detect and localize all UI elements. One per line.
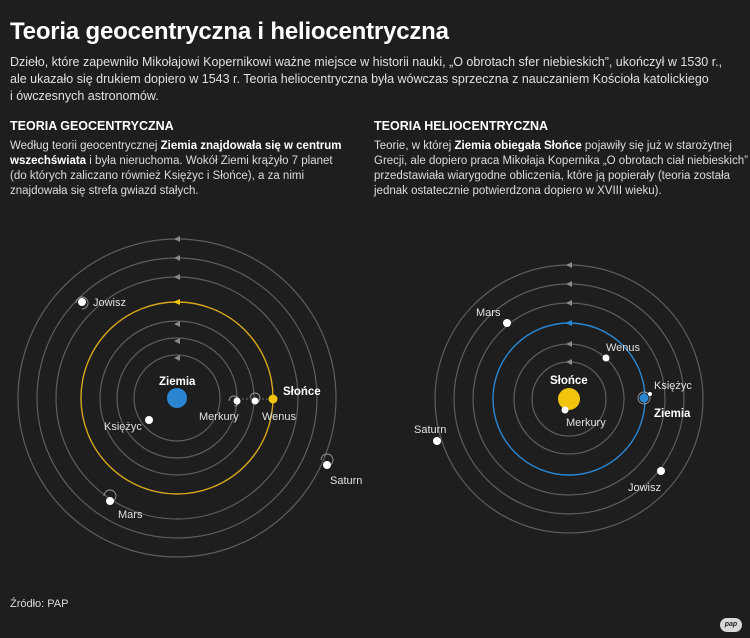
geo-label-earth: Ziemia [159,376,196,388]
geo-venus [252,398,259,405]
geo-text-bold: wszechświata [10,155,87,167]
intro-line: i ówczesnych astronomów. [10,89,159,103]
heliocentric-diagram [414,262,703,533]
helio-orbit-arrow [565,320,572,326]
geo-orbit-arrow [174,338,180,344]
helio-text-part: Teorie, w której [374,140,455,152]
helio-label-mercury: Merkury [566,417,606,429]
helio-moon [648,392,652,396]
helio-sun [558,388,580,410]
helio-venus [603,355,610,362]
geo-text-line: (do których zaliczano również Księżyc i Słońce), a za nimi [10,170,305,182]
geo-saturn [323,461,331,469]
intro-line: Dzieło, które zapewniło Mikołajowi Kopernikowi ważne miejsce w historii nauki, „O obrotach sfer niebieskich”, ukończył w 1530 r., [10,55,723,69]
helio-mars [503,319,511,327]
helio-orbit-arrow [566,262,572,268]
geocentric-diagram [18,236,362,557]
geo-text-line: znajdowała się strefa gwiazd stałych. [10,185,199,197]
geo-orbit-arrow [174,236,180,242]
geo-text-part: Według teorii geocentrycznej [10,140,161,152]
page-title: Teoria geocentryczna i heliocentryczna [10,18,449,45]
geo-moon [145,416,153,424]
helio-text-line: Grecji, ale dopiero praca Mikołaja Kopernika „O obrotach ciał niebieskich” [374,155,748,167]
helio-label-jupiter: Jowisz [628,482,662,494]
geo-label-sun: Słońce [283,386,321,398]
geo-label-mars: Mars [118,509,143,521]
helio-text-line: jednak ostatecznie potwierdzona dopiero w XVIII wieku). [374,185,662,197]
helio-label-mars: Mars [476,307,501,319]
geo-orbit-arrow [173,299,180,305]
helio-orbit-arrow [566,341,572,347]
geo-text-part: i była nieruchoma. Wokół Ziemi krążyło 7 planet [86,155,333,167]
helio-heading: TEORIA HELIOCENTRYCZNA [374,119,549,133]
geo-orbit-arrow [174,274,180,280]
geo-text-bold: Ziemia znajdowała się w centrum [160,140,342,152]
helio-mercury [562,407,569,414]
geo-label-saturn: Saturn [330,475,363,487]
geo-mercury [234,398,241,405]
helio-label-moon: Księżyc [654,380,692,392]
helio-orbit-arrow [566,300,572,306]
helio-orbit-arrow [566,359,572,365]
helio-text-part: pojawiły się już w starożytnej [581,140,732,152]
geo-label-mercury: Merkury [199,411,239,423]
helio-text-bold: Ziemia obiegała Słońce [454,140,582,152]
helio-label-earth: Ziemia [654,408,691,420]
helio-label-sun: Słońce [550,375,588,387]
geo-earth [167,388,187,408]
geo-orbit-arrow [174,355,180,361]
geo-jupiter [78,298,86,306]
geo-sun [269,395,278,404]
helio-orbit-arrow [566,281,572,287]
helio-label-saturn: Saturn [414,424,447,436]
helio-earth [640,394,649,403]
helio-label-venus: Wenus [606,342,641,354]
geo-label-jupiter: Jowisz [93,297,127,309]
helio-text-line: przedstawiała wiarygodne obliczenia, które ją popierały (teoria została [374,170,731,182]
geo-orbit-arrow [174,255,180,261]
source-note: Źródło: PAP [10,598,69,610]
helio-saturn [433,437,441,445]
geo-label-moon: Księżyc [104,421,142,433]
pap-logo: pap [720,618,742,632]
geo-label-venus: Wenus [262,411,297,423]
geo-heading: TEORIA GEOCENTRYCZNA [10,119,174,133]
helio-jupiter [657,467,665,475]
geo-orbit-arrow [174,321,180,327]
intro-line: ale ukazało się drukiem dopiero w 1543 r. Teoria heliocentryczna była wówczas sprzeczna z nauczaniem Kościoła katolickiego [10,72,709,86]
geo-mars [106,497,114,505]
